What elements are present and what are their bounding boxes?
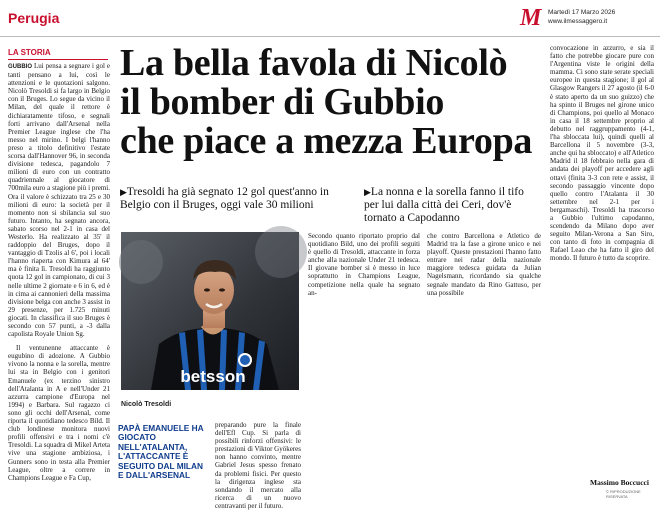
player-photo <box>121 232 299 390</box>
section-title: Perugia <box>8 10 60 26</box>
newspaper-logo-icon: M <box>520 5 542 31</box>
triangle-bullet-icon: ▶ <box>364 187 371 197</box>
issue-date: Martedì 17 Marzo 2026 <box>548 9 616 16</box>
subheading-1 <box>120 186 356 212</box>
headline-line: il bomber di Gubbio <box>120 81 445 123</box>
subheading-2-text: La nonna e la sorella fanno il tifo per lui dalla città dei Ceri, dov'è tornato a Capodanno <box>364 186 524 224</box>
article-column-1 <box>8 62 110 482</box>
copyright-note: © RIPRODUZIONE RISERVATA <box>606 489 641 499</box>
photo-caption: Nicolò Tresoldi <box>121 401 172 408</box>
column-1-text-2: Il ventunenne attaccante è eugubino di adozione. A Gubbio vivono la nonna e la sorella, mentre lui sta in Belgio con i genitori Emanuele (ex terzino sinistro dell'Atalanta in A e nell'Under 21 azzurra campione d'Europa nel 1994) e Barbara. Sul ragazzo ci sono gli occhi dell'Arsenal, come riporta il quotidiano tedesco Bild. Il club londinese monitora nuovi profili offensivi e tra i nomi c'è Tresoldi. La squadra di Mikel Arteta vive una stagione ambiziosa, i Gunners sono in testa alla Premier League, oltre a correre in Champions League e Fa Cup, <box>8 344 111 482</box>
article-headline <box>120 44 540 161</box>
header-divider <box>0 36 660 37</box>
callout-text: PAPÀ EMANUELE HA GIOCATO NELL'ATALANTA, L'ATTACCANTE È SEGUITO DAL MILAN E DALL'ARSENAL <box>118 423 204 481</box>
jersey-sponsor: betsson <box>180 367 246 386</box>
headline-line: che piace a mezza Europa <box>120 120 533 162</box>
author-byline: Massimo Boccucci <box>590 478 649 487</box>
subheading-2 <box>364 186 540 225</box>
article-column-5: convocazione in azzurro, e sia il fatto che potrebbe giocare pure con l'Argentina viste le origini della mamma. Ci sono state serate speciali europee in questa stagione; il gol al Glasgow Rangers il 27 agosto (il 6-0 è stato aperto da un suo guizzo) che ha spinto il Bruges nel girone unico di Champions, poi quello al Monaco in casa il 18 settembre proprio al debutto nel raggruppamento (4-1, l'ha sbloccata lui), quindi quelli al Barcellona il 5 novembre (3-3, anche qui ha sbloccato) e all'Atletico Madrid il 18 febbraio nella gara di andata dei playoff per accedere agli ottavi (finita 3-3 con rete e assist, il secondo passaggio vincente dopo quello contro l'Atalanta il 30 settembre nel 2-1 per i bergamaschi). Tresoldi ha trascorso a Gubbio l'ultimo capodanno, scendendo da Milano dopo aver seguito Milan-Verona a San Siro, con tanto di foto in compagnia di Rafael Leao che ha fatto il giro del mondo. Il futuro è tutto da scoprire. <box>550 44 654 263</box>
player-photo-image <box>121 232 299 390</box>
site-url: www.ilmessaggero.it <box>548 18 608 25</box>
subheading-1-text: Tresoldi ha già segnato 12 gol quest'anno in Belgio con il Bruges, oggi vale 30 milioni <box>120 186 329 211</box>
triangle-bullet-icon: ▶ <box>120 187 127 197</box>
article-column-mid: preparando pure la finale dell'Efl Cup. Si parla di possibili rinforzi offensivi: le prestazioni di Viktor Gyökeres non hanno convinto, mentre Gabriel Jesus spesso frenato da problemi fisici. Per questo la dirigenza inglese sta sondando il mercato alla ricerca di un nuovo centravanti per il futuro. <box>215 421 301 510</box>
column-1-text: Lui pensa a segnare i gol e tanti pensano a lui, così le attenzioni e le quotazioni salgono. Nicolò Tresoldi si fa largo in Belgio con il Bruges. Lo segue da vicino il Milan, del quale il rettore è dichiaratamente tifoso, e segnali forti arrivano dall'Arsenal nella Premier League inglese che l'ha messo nel mirino. I belgi l'hanno preso a titolo definitivo l'estate scorsa dall'Hannover 96, in seconda divisione tedesca, pagandolo 7 milioni di euro con un contratto quadriennale al giocatore di 700mila euro a stagione più i premi. Ora il valore è schizzato tra 25 e 30 milioni di euro: la società per il momento non si sbilancia sul suo futuro. Intanto, ha segnato ancora, sabato scorso nel 2-1 in casa del Westerlo. Ha realizzato al 35' il raddoppio del Bruges, dopo il vantaggio di Tzolis al 6', poi i locali l'hanno riaperta con Kimura al 64' ma è finita lì. Tresoldi ha raggiunto quota 12 gol in campionato, di cui 3 nelle ultime 2 giornate e 6 in 6, ed è in cima ai cannonieri della massima divisione belga con anche 3 assist in 29 presenze, per 1.725 minuti giocati. In classifica il suo Bruges è secondo con 57 punti, a -3 dalla capolista Royale Union Sg. <box>8 62 111 339</box>
dateline <box>548 8 615 26</box>
article-kicker: LA STORIA <box>8 48 108 60</box>
page-header <box>0 0 660 42</box>
dateline-city: GUBBIO <box>8 64 32 70</box>
headline-line: La bella favola di Nicolò <box>120 42 508 84</box>
callout-box <box>113 420 211 498</box>
article-column-4: che contro Barcellona e Atletico de Madrid tra la fase a girone unico e nei playoff. Queste prestazioni l'hanno fatto entrare nei radar della nazionale maggiore tedesca guidata da Julian Nagelsmann, ricordando sia qualche segnale mandato da Rino Gattuso, per una possibile <box>427 232 541 297</box>
article-column-3: Secondo quanto riportato proprio dal quotidiano Bild, uno dei profili seguiti è quello di Tresoldi, attaccante in forza anche alla nazionale Under 21 tedesca. Il giovane bomber si è messo in luce soprattutto in Champions League, competizione nella quale ha segnato an- <box>308 232 420 297</box>
